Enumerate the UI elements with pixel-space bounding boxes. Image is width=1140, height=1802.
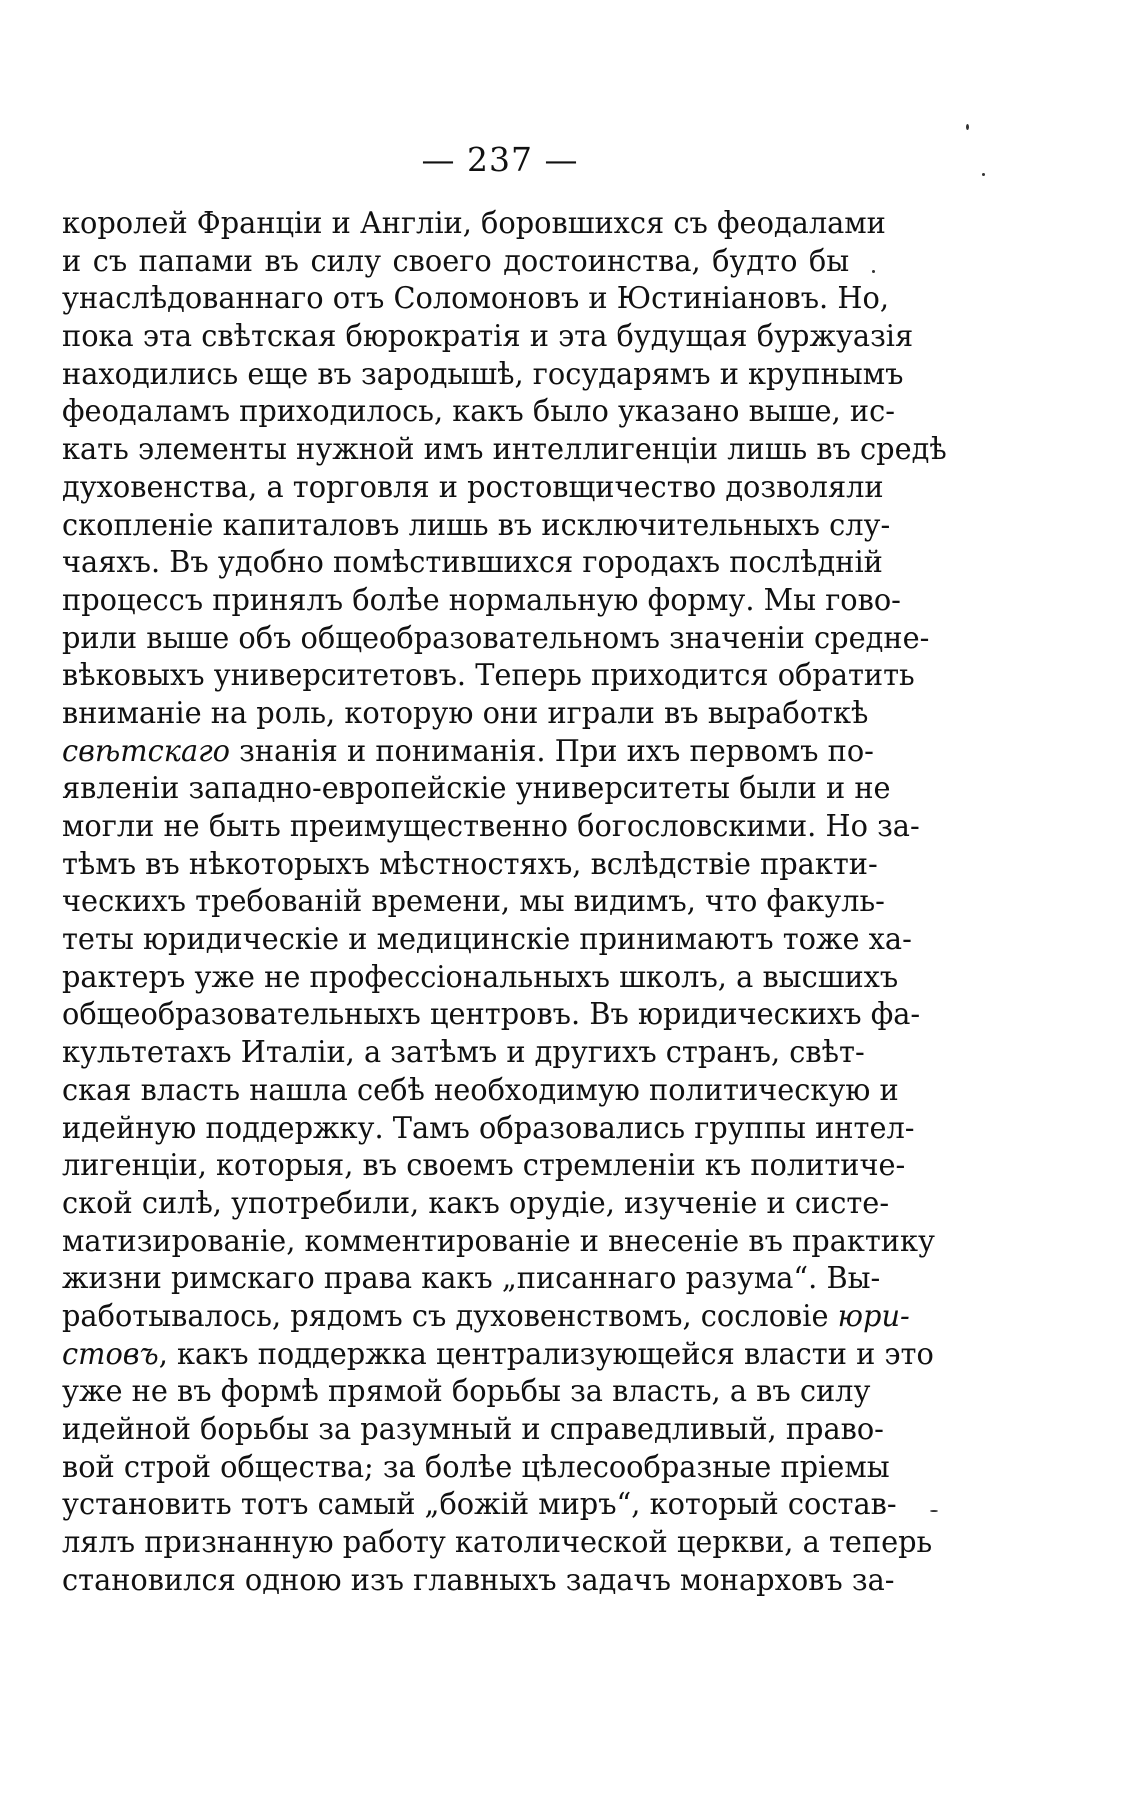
text-line bbox=[62, 1223, 935, 1261]
text-line bbox=[62, 808, 920, 846]
text-segment: унаслѣдованнаго отъ Соломоновъ и Юстиніановъ. Но, bbox=[62, 281, 889, 317]
text-line bbox=[62, 318, 914, 356]
text-line bbox=[62, 356, 904, 394]
scan-speck bbox=[930, 1510, 938, 1512]
text-line bbox=[62, 393, 895, 431]
text-segment: ческихъ требованій времени, мы видимъ, что факуль- bbox=[62, 884, 885, 920]
text-segment: идейной борьбы за разумный и справедливый, право- bbox=[62, 1412, 884, 1447]
text-line bbox=[62, 1336, 934, 1374]
text-segment: общеобразовательныхъ центровъ. Въ юридическихъ фа- bbox=[62, 997, 921, 1033]
text-line bbox=[62, 469, 884, 507]
italic-text: свѣтскаго bbox=[62, 733, 231, 769]
text-segment: установить тотъ самый „божій миръ“, который состав- bbox=[62, 1487, 897, 1523]
text-segment: находились еще въ зародышѣ, государямъ и крупнымъ bbox=[62, 356, 904, 392]
text-line bbox=[62, 431, 947, 469]
text-segment: вниманіе на роль, которую они играли въ выработкѣ bbox=[62, 695, 869, 731]
text-segment: уже не въ формѣ прямой борьбы за власть, а въ силу bbox=[62, 1374, 871, 1410]
text-segment: ской силѣ, употребили, какъ орудіе, изученіе и систе- bbox=[62, 1185, 890, 1221]
text-line bbox=[62, 733, 874, 771]
text-segment: чаяхъ. Въ удобно помѣстившихся городахъ послѣдній bbox=[62, 545, 883, 581]
text-segment: могли не быть преимущественно богословскими. Но за- bbox=[62, 809, 920, 844]
text-line bbox=[62, 1034, 865, 1072]
text-segment: , какъ поддержка централизующейся власти и это bbox=[158, 1336, 934, 1372]
text-segment: матизированіе, комментированіе и внесеніе въ практику bbox=[62, 1223, 935, 1259]
text-segment: идейную поддержку. Тамъ образовались группы интел- bbox=[62, 1110, 915, 1146]
text-line bbox=[62, 1373, 871, 1411]
text-line bbox=[62, 1298, 910, 1336]
text-segment: теты юридическіе и медицинскіе принимаютъ тоже ха- bbox=[62, 922, 912, 958]
text-segment: феодаламъ приходилось, какъ было указано выше, ис- bbox=[62, 394, 895, 430]
italic-text: юри- bbox=[837, 1298, 910, 1334]
text-segment: ская власть нашла себѣ необходимую политическую и bbox=[62, 1072, 899, 1108]
text-line bbox=[62, 582, 901, 620]
text-line bbox=[62, 1524, 933, 1562]
text-line bbox=[62, 770, 891, 808]
text-line bbox=[62, 1562, 895, 1600]
text-line bbox=[62, 883, 885, 921]
text-segment: духовенства, а торговля и ростовщичество дозволяли bbox=[62, 469, 884, 505]
text-line bbox=[62, 921, 912, 959]
page-number: — 237 — bbox=[421, 140, 579, 179]
scan-speck bbox=[966, 124, 969, 130]
text-segment: тѣмъ въ нѣкоторыхъ мѣстностяхъ, вслѣдствіе практи- bbox=[62, 846, 878, 882]
text-line bbox=[62, 280, 889, 318]
text-line bbox=[62, 996, 921, 1034]
text-segment: рактеръ уже не профессіональныхъ школъ, а высшихъ bbox=[62, 959, 899, 995]
text-segment: лялъ признанную работу католической церкви, а теперь bbox=[62, 1525, 933, 1561]
text-segment: становился одною изъ главныхъ задачъ монарховъ за- bbox=[62, 1562, 895, 1598]
body-text bbox=[62, 205, 947, 1599]
text-segment: работывалось, рядомъ съ духовенствомъ, сословіе bbox=[62, 1298, 838, 1334]
text-segment: кать элементы нужной имъ интеллигенціи лишь въ средѣ bbox=[62, 432, 947, 468]
text-line bbox=[62, 205, 886, 243]
text-segment: процессъ принялъ болѣе нормальную форму. Мы гово- bbox=[62, 582, 901, 618]
text-segment: культетахъ Италіи, а затѣмъ и другихъ странъ, свѣт- bbox=[62, 1035, 865, 1071]
text-line bbox=[62, 1072, 899, 1110]
text-line bbox=[62, 1147, 906, 1185]
scan-speck bbox=[982, 173, 985, 176]
text-segment: рили выше объ общеобразовательномъ значеніи средне- bbox=[62, 620, 930, 656]
text-segment: скопленіе капиталовъ лишь въ исключительныхъ слу- bbox=[62, 507, 891, 543]
text-line bbox=[62, 1110, 915, 1148]
text-line bbox=[62, 1260, 881, 1298]
text-line bbox=[62, 846, 878, 884]
text-line bbox=[62, 507, 891, 545]
text-segment: лигенціи, которыя, въ своемъ стремленіи къ политиче- bbox=[62, 1148, 906, 1184]
text-segment: явленіи западно-европейскіе университеты были и не bbox=[62, 771, 891, 807]
text-segment: пока эта свѣтская бюрократія и эта будущая буржуазія bbox=[62, 319, 914, 355]
text-line bbox=[62, 544, 883, 582]
text-line bbox=[62, 1411, 884, 1449]
text-segment: королей Франціи и Англіи, боровшихся съ феодалами bbox=[62, 206, 886, 241]
text-line bbox=[62, 1185, 890, 1223]
text-segment: вой строй общества; за болѣе цѣлесообразные пріемы bbox=[62, 1449, 890, 1485]
scan-speck bbox=[872, 270, 875, 273]
text-line bbox=[62, 620, 930, 658]
text-line bbox=[62, 243, 849, 281]
text-line bbox=[62, 1486, 897, 1524]
italic-text: стовъ bbox=[62, 1336, 159, 1372]
text-segment: жизни римскаго права какъ „писаннаго разума“. Вы- bbox=[62, 1261, 881, 1297]
text-line bbox=[62, 959, 899, 997]
text-segment: и съ папами въ силу своего достоинства, будто бы bbox=[62, 243, 850, 279]
text-line bbox=[62, 657, 915, 695]
text-segment: вѣковыхъ университетовъ. Теперь приходится обратить bbox=[62, 658, 915, 694]
text-line bbox=[62, 695, 869, 733]
text-segment: знанія и пониманія. При ихъ первомъ по- bbox=[230, 733, 874, 769]
text-line bbox=[62, 1449, 890, 1487]
